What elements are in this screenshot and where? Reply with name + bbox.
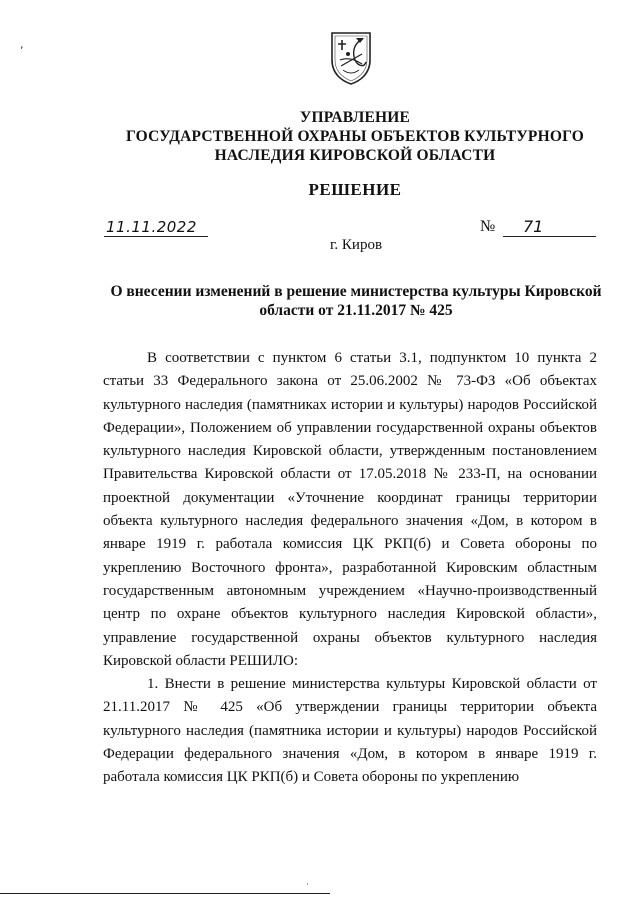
decision-subject: О внесении изменений в решение министерства культуры Кировской области от 21.11.2017 № 425 (110, 283, 602, 319)
decision-number: 71 (503, 218, 596, 237)
scan-mark: · (306, 880, 309, 890)
org-line: ГОСУДАРСТВЕННОЙ ОХРАНЫ ОБЪЕКТОВ КУЛЬТУРНОГО (125, 128, 585, 145)
org-line: УПРАВЛЕНИЕ (299, 109, 411, 126)
body-paragraph: В соответствии с пунктом 6 статьи 3.1, подпунктом 10 пункта 2 статьи 33 Федерального закона от 25.06.2002 № 73-ФЗ «Об объектах культурного наследия (памятниках истории и культуры) народов Российской Федерации», Положением об управлении государственной охраны объектов культурного наследия Кировской области, утвержденным постановлением Правительства Кировской области от 17.05.2018 № 233-П, на основании проектной документации «Уточнение координат границы территории объекта культурного наследия федерального значения «Дом, в котором в январе 1919 г. работала комиссия ЦК РКП(б) и Совета обороны по укреплению Восточного фронта», разработанной Кировским областным государственным автономным учреждением «Научно-производственный центр по охране объектов культурного наследия Кировской области», управление государственной охраны объектов культурного наследия Кировской области РЕШИЛО: (103, 350, 597, 669)
footer-divider (0, 893, 330, 894)
decision-date: 11.11.2022 (104, 218, 208, 237)
body-paragraph: 1. Внести в решение министерства культуры Кировской области от 21.11.2017 № 425 «Об утверждении границы территории объекта культурного наследия (памятника истории и культуры) народов Российской Федерации федерального значения «Дом, в котором в январе 1919 г. работала комиссия ЦК РКП(б) и Совета обороны по укреплению (103, 676, 597, 786)
org-line: НАСЛЕДИЯ КИРОВСКОЙ ОБЛАСТИ (214, 147, 496, 164)
scan-mark: , (20, 38, 24, 51)
organization-name (100, 108, 610, 165)
document-body (103, 347, 597, 790)
kirov-coat-of-arms-icon (328, 30, 374, 86)
number-label: № (480, 218, 496, 235)
document-type: РЕШЕНИЕ (308, 180, 402, 199)
city: г. Киров (329, 237, 383, 253)
